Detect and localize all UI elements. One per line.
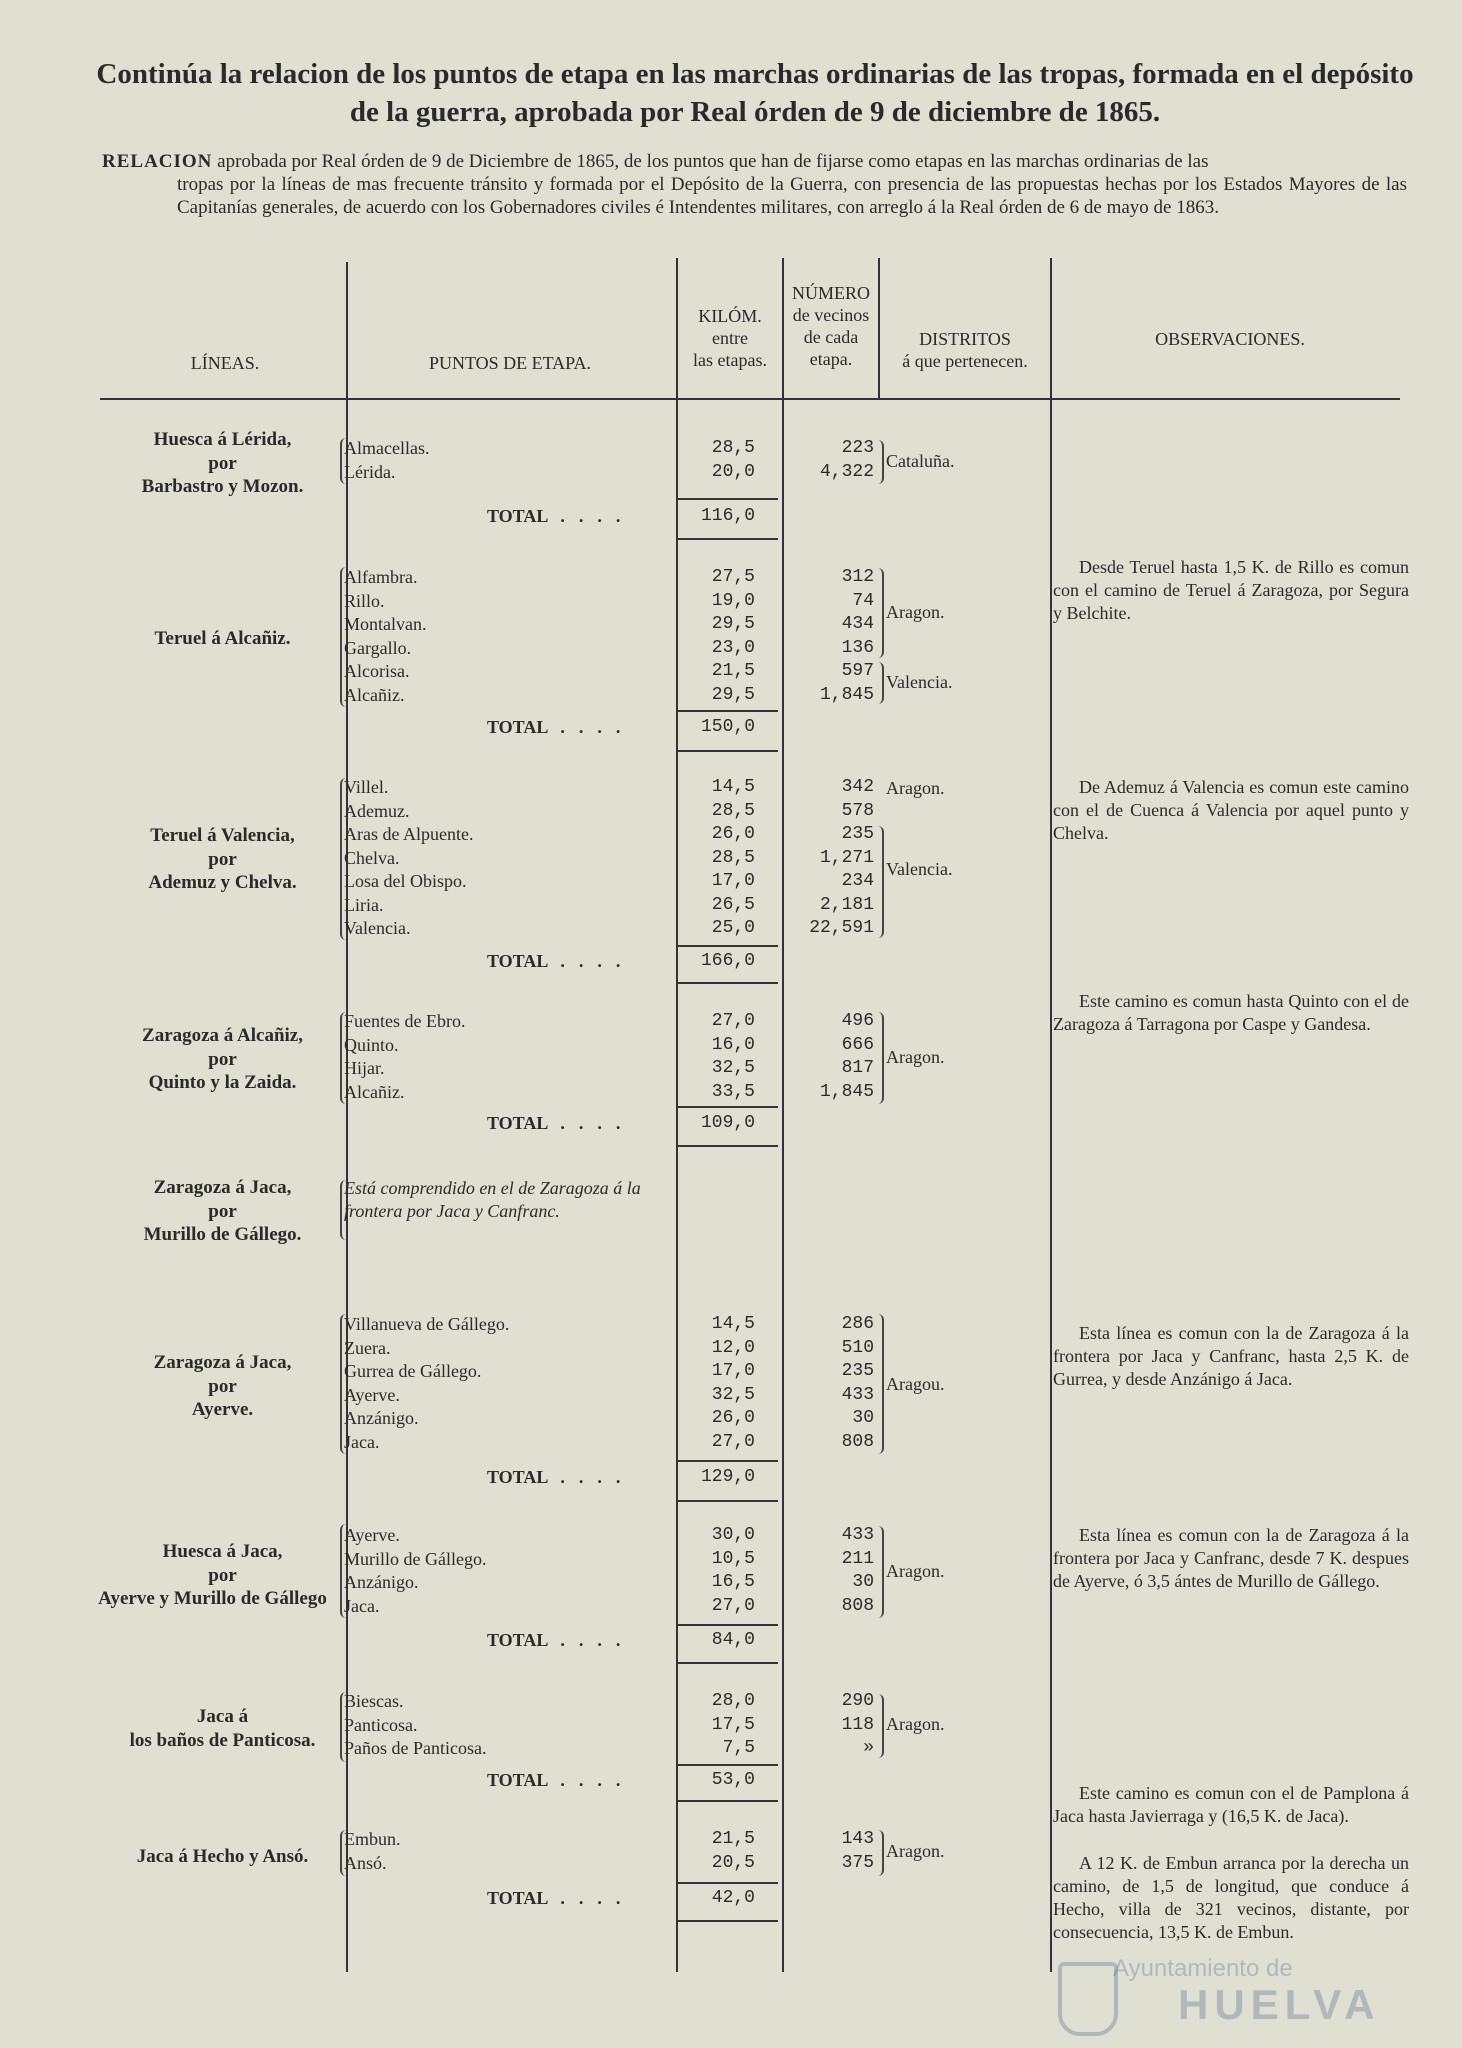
district-label: Cataluña. xyxy=(886,451,955,471)
place-item: Paños de Panticosa. xyxy=(344,1738,487,1758)
place-item: Murillo de Gállego. xyxy=(344,1548,487,1569)
total-rule xyxy=(678,710,778,712)
km-value: 17,0 xyxy=(711,1361,755,1381)
km-value: 28,5 xyxy=(711,800,755,821)
km-value: 32,5 xyxy=(711,1384,755,1405)
place-item: Fuentes de Ebro. xyxy=(344,1011,466,1031)
vecinos-value: 1,845 xyxy=(819,1081,874,1102)
km-list xyxy=(680,1524,755,1618)
total-label xyxy=(487,1113,634,1134)
vecinos-value: 312 xyxy=(841,567,874,587)
total-rule xyxy=(678,1460,778,1462)
line-name-part: por xyxy=(208,452,237,474)
km-value: 7,5 xyxy=(722,1738,755,1758)
vecinos-list xyxy=(790,1690,874,1761)
km-value: 32,5 xyxy=(711,1058,755,1078)
place-item: Zuera. xyxy=(344,1337,391,1358)
km-value: 16,5 xyxy=(711,1572,755,1592)
total-dots: .... xyxy=(560,506,635,526)
place-item: Losa del Obispo. xyxy=(344,871,467,891)
observation-text: Este camino es comun con el de Pamplona á Jaca hasta Javierraga y (16,5 K. de Jaca). xyxy=(1053,1783,1409,1826)
line-name-part: Barbastro y Mozon. xyxy=(141,476,304,497)
total-rule-bottom xyxy=(678,1500,778,1502)
place-item: Jaca. xyxy=(344,1431,380,1452)
km-list xyxy=(680,776,755,941)
vecinos-value: 211 xyxy=(841,1548,874,1569)
observation-text: Esta línea es comun con la de Zaragoza á la frontera por Jaca y Canfranc, desde 7 K. despues de Ayerve, ó 3,5 ántes de Murillo de Gállego. xyxy=(1053,1525,1409,1591)
km-value: 28,0 xyxy=(711,1691,755,1711)
header-kilom xyxy=(678,305,782,371)
km-list xyxy=(680,1313,755,1454)
district-brace xyxy=(876,1314,884,1454)
place-item: Panticosa. xyxy=(344,1714,418,1735)
total-word: TOTAL xyxy=(487,1113,549,1133)
total-word: TOTAL xyxy=(487,1888,549,1908)
vecinos-value: 496 xyxy=(841,1011,874,1031)
total-rule xyxy=(678,498,778,500)
total-word: TOTAL xyxy=(487,951,549,971)
km-list xyxy=(680,566,755,707)
km-list xyxy=(680,437,755,484)
place-item: Ansó. xyxy=(344,1852,387,1873)
vecinos-value: » xyxy=(863,1738,874,1758)
vecinos-value: 118 xyxy=(841,1714,874,1735)
km-value: 29,5 xyxy=(711,614,755,634)
header-distritos-sub: á que pertenecen. xyxy=(902,351,1028,371)
total-rule xyxy=(678,1106,778,1108)
total-dots: .... xyxy=(560,717,635,737)
km-list xyxy=(680,1828,755,1875)
place-item: Alcorisa. xyxy=(344,661,410,681)
place-item: Lérida. xyxy=(344,461,396,482)
line-name xyxy=(100,1351,345,1422)
place-item: Embun. xyxy=(344,1829,401,1849)
line-name-part: Murillo de Gállego. xyxy=(143,1224,302,1245)
line-name-part: Zaragoza á Jaca, xyxy=(153,1352,292,1373)
line-name-part: Teruel á Alcañiz. xyxy=(154,628,291,649)
line-name xyxy=(100,1845,345,1869)
place-item: Alfambra. xyxy=(344,567,418,587)
total-rule-bottom xyxy=(678,538,778,540)
line-name-part: por xyxy=(208,1375,237,1397)
km-value: 28,5 xyxy=(711,438,755,458)
vecinos-value: 434 xyxy=(841,614,874,634)
total-rule-bottom xyxy=(678,1145,778,1147)
line-name-part: Zaragoza á Jaca, xyxy=(153,1177,292,1198)
total-label xyxy=(487,1467,634,1488)
header-numero-sub3: etapa. xyxy=(809,349,853,369)
vecinos-list xyxy=(790,437,874,484)
district-brace xyxy=(876,440,884,484)
vecinos-value: 342 xyxy=(841,777,874,797)
km-value: 19,0 xyxy=(711,590,755,611)
observation-text-2: A 12 K. de Embun arranca por la derecha un camino, de 1,5 de longitud, que conduce á Hecho, villa de 321 vecinos, distante, por consecuencia, 13,5 K. de Embun. xyxy=(1053,1853,1409,1942)
total-rule xyxy=(678,945,778,947)
total-rule-bottom xyxy=(678,982,778,984)
line-name xyxy=(100,824,345,895)
place-item: Ayerve. xyxy=(344,1525,400,1545)
line-name xyxy=(100,1540,345,1611)
total-value: 150,0 xyxy=(700,717,755,737)
line-name xyxy=(100,1705,345,1752)
vecinos-value: 510 xyxy=(841,1337,874,1358)
place-item: Alcañiz. xyxy=(344,684,405,705)
vecinos-value: 2,181 xyxy=(819,894,874,915)
km-value: 26,0 xyxy=(711,1408,755,1428)
observation-text: Este camino es comun hasta Quinto con el de Zaragoza á Tarragona por Caspe y Gandesa. xyxy=(1053,991,1409,1034)
km-value: 27,0 xyxy=(711,1595,755,1616)
note-text: Está comprendido en el de Zaragoza á la frontera por Jaca y Canfranc. xyxy=(344,1178,641,1221)
place-item: Liria. xyxy=(344,894,384,915)
total-rule xyxy=(678,1624,778,1626)
vecinos-value: 578 xyxy=(841,800,874,821)
line-name-part: por xyxy=(208,1200,237,1222)
vecinos-value: 1,271 xyxy=(819,847,874,868)
place-item: Ayerve. xyxy=(344,1384,400,1405)
place-item: Valencia. xyxy=(344,918,411,938)
place-list xyxy=(344,1690,486,1761)
header-rule xyxy=(100,398,1400,400)
place-list xyxy=(344,1010,465,1104)
total-word: TOTAL xyxy=(487,506,549,526)
district-label: Aragon. xyxy=(886,1047,945,1067)
total-word: TOTAL xyxy=(487,1630,549,1650)
col-divider-2 xyxy=(676,258,678,1972)
line-name xyxy=(100,1024,345,1095)
header-puntos: PUNTOS DE ETAPA. xyxy=(428,353,592,373)
total-label xyxy=(487,951,634,972)
line-name xyxy=(100,627,345,651)
place-item: Villanueva de Gállego. xyxy=(344,1314,510,1334)
line-name xyxy=(100,428,345,499)
district-brace xyxy=(876,568,884,658)
place-list xyxy=(344,776,473,941)
header-kilom-sub2: las etapas. xyxy=(693,350,767,370)
observation-text: De Ademuz á Valencia es comun este camino con el de Cuenca á Valencia por aquel punto y Chelva. xyxy=(1053,777,1409,843)
line-name-part: Jaca á Hecho y Ansó. xyxy=(136,1846,309,1867)
vecinos-value: 235 xyxy=(841,824,874,844)
total-value: 42,0 xyxy=(711,1888,755,1908)
vecinos-value: 286 xyxy=(841,1314,874,1334)
place-item: Hijar. xyxy=(344,1058,385,1078)
km-value: 14,5 xyxy=(711,777,755,797)
total-rule-bottom xyxy=(678,1920,778,1922)
vecinos-value: 136 xyxy=(841,637,874,658)
vecinos-list xyxy=(790,566,874,707)
vecinos-value: 433 xyxy=(841,1525,874,1545)
watermark-line1: Ayuntamiento de xyxy=(1113,1955,1293,1982)
vecinos-value: 817 xyxy=(841,1058,874,1078)
place-item: Rillo. xyxy=(344,590,385,611)
header-numero xyxy=(783,282,879,370)
header-distritos xyxy=(880,328,1050,372)
total-dots: .... xyxy=(560,1630,635,1650)
km-value: 10,5 xyxy=(711,1548,755,1569)
district-label: Valencia. xyxy=(886,859,953,879)
vecinos-value: 666 xyxy=(841,1034,874,1055)
place-item: Quinto. xyxy=(344,1034,399,1055)
place-item: Jaca. xyxy=(344,1595,380,1616)
line-name-part: Jaca á xyxy=(196,1706,249,1727)
km-value: 30,0 xyxy=(711,1525,755,1545)
place-item: Biescas. xyxy=(344,1691,404,1711)
km-value: 21,5 xyxy=(711,661,755,681)
intro-text-cont: tropas por la líneas de mas frecuente tránsito y formada por el Depósito de la Guerra, con presencia de las propuestas hechas por los Estados Mayores de las Capitanías generales, de acuerdo con los Gobernadores civiles é Intendentes militares, con arreglo á la Real órden de 6 de mayo de 1863. xyxy=(177,174,1407,218)
place-list xyxy=(344,1313,509,1454)
district-brace xyxy=(876,1526,884,1618)
total-rule-bottom xyxy=(678,750,778,752)
district-brace xyxy=(876,1694,884,1758)
total-value: 129,0 xyxy=(700,1467,755,1487)
intro-paragraph xyxy=(102,150,1407,219)
district-label: Valencia. xyxy=(886,672,953,692)
vecinos-value: 143 xyxy=(841,1829,874,1849)
km-value: 28,5 xyxy=(711,847,755,868)
total-rule xyxy=(678,1764,778,1766)
intro-lead: RELACION xyxy=(102,151,213,172)
km-value: 26,5 xyxy=(711,894,755,915)
total-rule-bottom xyxy=(678,1662,778,1664)
km-value: 27,5 xyxy=(711,567,755,587)
total-dots: .... xyxy=(560,1113,635,1133)
header-distritos-title: DISTRITOS xyxy=(919,329,1011,349)
observation-text: Desde Teruel hasta 1,5 K. de Rillo es comun con el camino de Teruel á Zaragoza, por Segura y Belchite. xyxy=(1053,557,1409,623)
watermark-line2: HUELVA xyxy=(1178,1981,1381,2028)
total-label xyxy=(487,506,634,527)
line-name-part: Ademuz y Chelva. xyxy=(148,872,297,893)
line-name-part: por xyxy=(208,848,237,870)
vecinos-list xyxy=(790,1524,874,1618)
district-brace xyxy=(876,1830,884,1876)
total-word: TOTAL xyxy=(487,1467,549,1487)
total-value: 116,0 xyxy=(700,506,755,526)
km-value: 29,5 xyxy=(711,684,755,705)
vecinos-value: 30 xyxy=(852,1572,874,1592)
vecinos-list xyxy=(790,1828,874,1875)
district-label: Aragon. xyxy=(886,778,945,798)
km-list xyxy=(680,1690,755,1761)
km-value: 16,0 xyxy=(711,1034,755,1055)
place-item: Anzánigo. xyxy=(344,1408,419,1428)
line-name-part: Ayerve y Murillo de Gállego xyxy=(98,1588,327,1609)
district-label: Aragon. xyxy=(886,1841,945,1861)
header-numero-sub2: de cada xyxy=(803,327,859,347)
district-label: Aragon. xyxy=(886,1714,945,1734)
line-name-part: Zaragoza á Alcañiz, xyxy=(142,1025,303,1046)
total-dots: .... xyxy=(560,1467,635,1487)
km-value: 26,0 xyxy=(711,824,755,844)
district-brace xyxy=(876,662,884,704)
observation-text: Esta línea es comun con la de Zaragoza á la frontera por Jaca y Canfranc, hasta 2,5 K. de Gurrea, y desde Anzánigo á Jaca. xyxy=(1053,1323,1409,1389)
total-label xyxy=(487,1770,634,1791)
total-rule xyxy=(678,1882,778,1884)
total-label xyxy=(487,1888,634,1909)
header-kilom-title: KILÓM. xyxy=(698,306,762,326)
line-name xyxy=(100,1176,345,1247)
header-numero-title: NÚMERO xyxy=(791,283,870,303)
vecinos-value: 808 xyxy=(841,1431,874,1452)
km-value: 25,0 xyxy=(711,918,755,938)
km-list xyxy=(680,1010,755,1104)
place-item: Ademuz. xyxy=(344,800,410,821)
intro-text: aprobada por Real órden de 9 de Diciembre de 1865, de los puntos que han de fijarse como etapas en las marchas ordinarias de las xyxy=(217,151,1209,172)
total-value: 166,0 xyxy=(700,951,755,971)
vecinos-value: 223 xyxy=(841,438,874,458)
district-brace xyxy=(876,1012,884,1104)
line-name-part: Teruel á Valencia, xyxy=(150,825,295,846)
district-brace xyxy=(876,826,884,938)
vecinos-value: 375 xyxy=(841,1852,874,1873)
place-item: Anzánigo. xyxy=(344,1572,419,1592)
vecinos-value: 30 xyxy=(852,1408,874,1428)
vecinos-value: 235 xyxy=(841,1361,874,1381)
header-lineas: LÍNEAS. xyxy=(190,353,260,373)
total-dots: .... xyxy=(560,951,635,971)
col-divider-5 xyxy=(1050,258,1052,1972)
vecinos-value: 234 xyxy=(841,871,874,891)
km-value: 20,0 xyxy=(711,461,755,482)
vecinos-value: 808 xyxy=(841,1595,874,1616)
km-value: 33,5 xyxy=(711,1081,755,1102)
vecinos-value: 4,322 xyxy=(819,461,874,482)
district-label: Aragou. xyxy=(886,1374,945,1394)
place-list xyxy=(344,437,429,484)
km-value: 12,0 xyxy=(711,1337,755,1358)
place-item: Almacellas. xyxy=(344,438,430,458)
place-item: Gargallo. xyxy=(344,637,412,658)
total-word: TOTAL xyxy=(487,1770,549,1790)
district-label: Aragon. xyxy=(886,602,945,622)
header-observaciones: OBSERVACIONES. xyxy=(1155,329,1305,349)
line-name-part: por xyxy=(208,1564,237,1586)
place-item: Villel. xyxy=(344,777,389,797)
line-name-part: los baños de Panticosa. xyxy=(129,1729,316,1751)
total-label xyxy=(487,717,634,738)
total-dots: .... xyxy=(560,1888,635,1908)
col-divider-3 xyxy=(782,258,784,1972)
total-value: 84,0 xyxy=(711,1630,755,1650)
line-name-part: Huesca á Jaca, xyxy=(162,1541,283,1562)
vecinos-value: 1,845 xyxy=(819,684,874,705)
page-title: Continúa la relacion de los puntos de etapa en las marchas ordinarias de las tropas, formada en el depósito de la guerra, aprobada por Real órden de 9 de diciembre de 1865. xyxy=(96,58,1414,128)
place-item: Aras de Alpuente. xyxy=(344,824,474,844)
km-value: 20,5 xyxy=(711,1852,755,1873)
km-value: 23,0 xyxy=(711,637,755,658)
line-name-part: Ayerve. xyxy=(191,1399,254,1420)
total-label xyxy=(487,1630,634,1651)
header-kilom-sub1: entre xyxy=(712,328,748,348)
total-rule-bottom xyxy=(678,1800,778,1802)
vecinos-value: 74 xyxy=(852,590,874,611)
total-value: 109,0 xyxy=(700,1113,755,1133)
vecinos-list xyxy=(790,1010,874,1104)
header-numero-sub1: de vecinos xyxy=(792,305,870,325)
line-name-part: Huesca á Lérida, xyxy=(153,429,292,450)
line-name-part: Quinto y la Zaida. xyxy=(148,1072,297,1093)
place-item: Gurrea de Gállego. xyxy=(344,1361,482,1381)
vecinos-list xyxy=(790,1313,874,1454)
place-list xyxy=(344,1524,486,1618)
total-value: 53,0 xyxy=(711,1770,755,1790)
km-value: 17,5 xyxy=(711,1714,755,1735)
total-word: TOTAL xyxy=(487,717,549,737)
km-value: 27,0 xyxy=(711,1431,755,1452)
place-item: Alcañiz. xyxy=(344,1081,405,1102)
vecinos-value: 597 xyxy=(841,661,874,681)
place-item: Montalvan. xyxy=(344,614,427,634)
vecinos-value: 22,591 xyxy=(809,918,874,938)
watermark xyxy=(1058,1955,1380,2029)
total-dots: .... xyxy=(560,1770,635,1790)
vecinos-value: 433 xyxy=(841,1384,874,1405)
km-value: 17,0 xyxy=(711,871,755,891)
vecinos-value: 290 xyxy=(841,1691,874,1711)
place-list xyxy=(344,1828,401,1875)
place-item: Chelva. xyxy=(344,847,400,868)
km-value: 14,5 xyxy=(711,1314,755,1334)
vecinos-list xyxy=(790,776,874,941)
km-value: 21,5 xyxy=(711,1829,755,1849)
line-name-part: por xyxy=(208,1048,237,1070)
district-label: Aragon. xyxy=(886,1561,945,1581)
km-value: 27,0 xyxy=(711,1011,755,1031)
place-list xyxy=(344,566,427,707)
